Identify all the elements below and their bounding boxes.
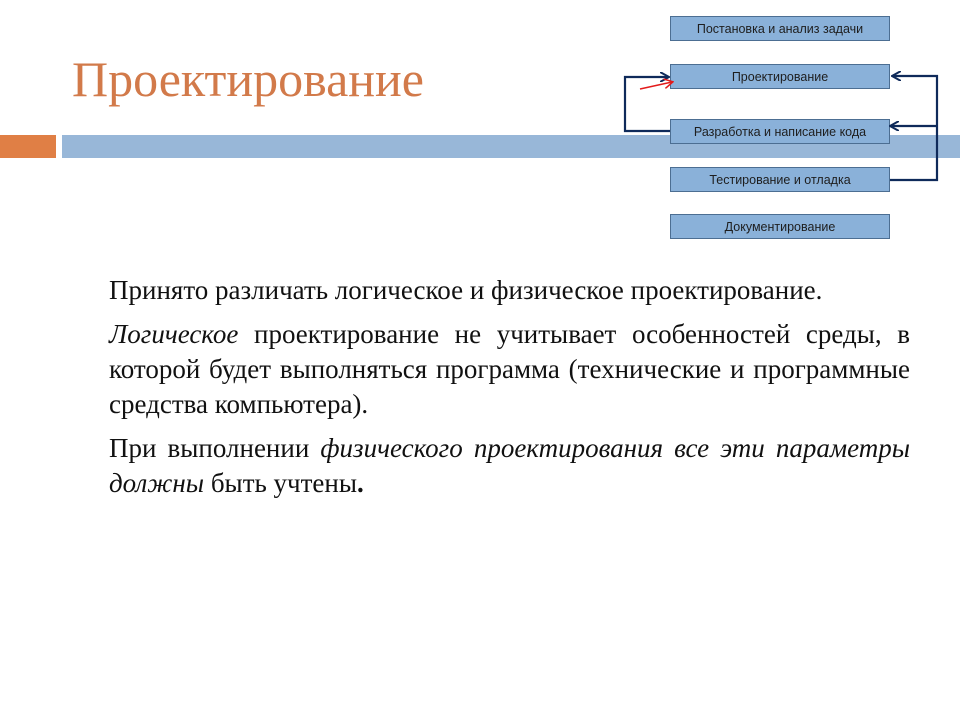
slide-title: Проектирование [72,51,425,107]
paragraph-3 [109,431,910,501]
italic-logical: Логическое [109,319,239,349]
flow-step-analysis: Постановка и анализ задачи [670,16,890,41]
flow-step-coding: Разработка и написание кода [670,119,890,144]
paragraph-3-start: При выполнении [109,433,321,463]
paragraph-3-period: . [357,468,364,498]
slide-body [109,273,910,510]
right-loop-arrow [890,76,937,180]
paragraph-1-text: Принято различать логическое и физическое проектирование. [109,275,823,305]
flow-step-documentation: Документирование [670,214,890,239]
flow-step-testing: Тестирование и отладка [670,167,890,192]
italic-physical: физического проектирования все эти параметры должны [109,433,911,498]
paragraph-1 [109,273,910,308]
flow-step-design: Проектирование [670,64,890,89]
left-loop-arrow [625,77,670,131]
paragraph-3-end: быть учтены [204,468,358,498]
paragraph-2-text: проектирование не учитывает особенностей среды, в которой будет выполняться программа (технические и программные средства компьютера). [109,319,910,419]
red-pointer-arrow [640,82,672,89]
paragraph-2 [109,317,910,422]
